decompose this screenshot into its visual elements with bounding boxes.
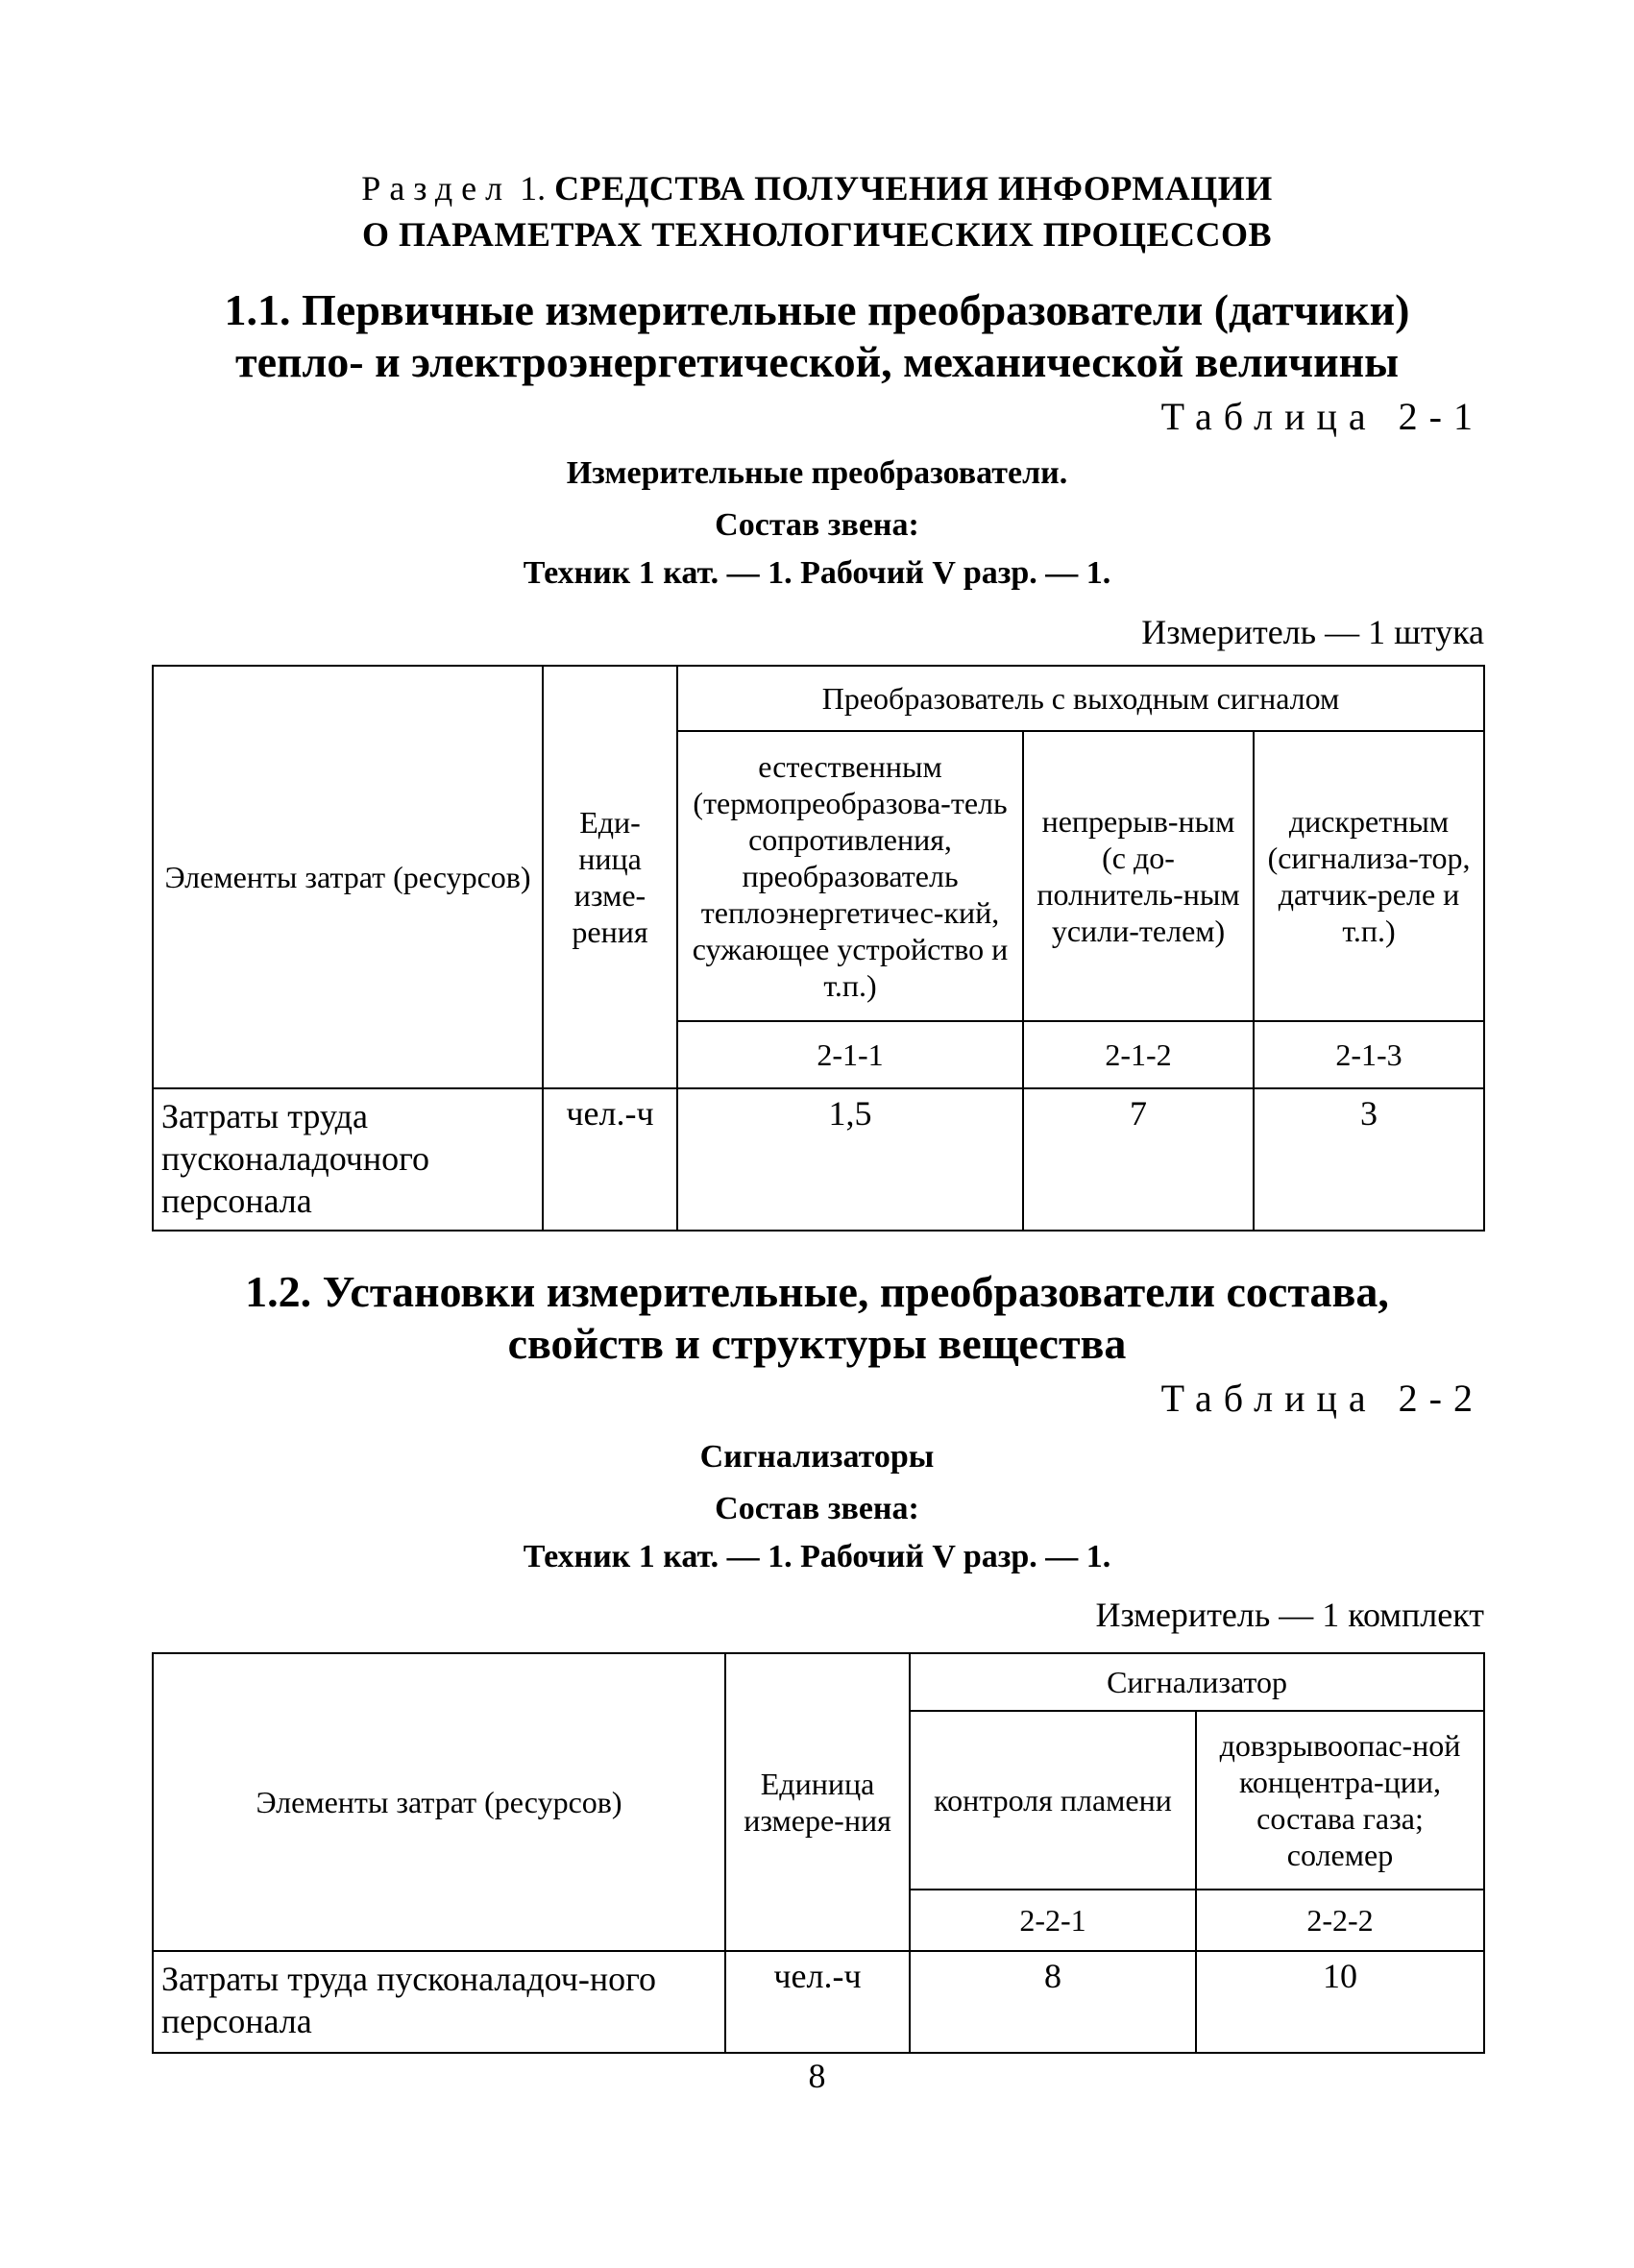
table-2-2-meter: Измеритель — 1 комплект — [1095, 1596, 1484, 1634]
header-unit: Единица измере-ния — [725, 1653, 910, 1951]
code-cell: 2-2-2 — [1196, 1890, 1484, 1951]
code-cell: 2-1-2 — [1023, 1021, 1254, 1088]
row-unit: чел.-ч — [725, 1951, 910, 2053]
value-cell: 3 — [1254, 1088, 1484, 1231]
table-2-1-label: Таблица 2-1 — [1160, 395, 1484, 438]
value-cell: 10 — [1196, 1951, 1484, 2053]
page-number: 8 — [808, 2057, 826, 2095]
table-2-2-crew: Техник 1 кат. — 1. Рабочий V разр. — 1. — [523, 1539, 1111, 1574]
table-2-2-caption — [0, 1435, 1634, 1579]
subsection-1-2-title — [0, 1266, 1634, 1370]
subsection-1-2-line2: свойств и структуры вещества — [507, 1319, 1127, 1368]
value-cell: 7 — [1023, 1088, 1254, 1231]
table-2-2-crew-title: Состав звена: — [715, 1491, 919, 1526]
section-title-line1: СРЕДСТВА ПОЛУЧЕНИЯ ИНФОРМАЦИИ — [554, 169, 1273, 207]
row-label: Затраты труда пусконаладоч-ного персонала — [153, 1951, 725, 2053]
table-2-2-name: Сигнализаторы — [699, 1439, 935, 1475]
subsection-1-1-line1: 1.1. Первичные измерительные преобразователи (датчики) — [224, 285, 1410, 334]
section-number: 1. — [520, 169, 547, 207]
header-gas-concentration: довзрывоопас-ной концентра-ции, состава газа; солемер — [1196, 1711, 1484, 1890]
table-2-1-crew: Техник 1 кат. — 1. Рабочий V разр. — 1. — [523, 555, 1111, 591]
section-prefix: Раздел — [361, 169, 512, 207]
row-label: Затраты труда пусконаладочного персонала — [153, 1088, 543, 1231]
row-unit: чел.-ч — [543, 1088, 677, 1231]
value-cell: 1,5 — [677, 1088, 1023, 1231]
header-continuous-signal: непрерыв-ным (с до-полнитель-ным усили-телем) — [1023, 731, 1254, 1021]
table-2-1 — [152, 665, 1485, 1232]
table-2-1-name: Измерительные преобразователи. — [566, 455, 1068, 491]
header-elements: Элементы затрат (ресурсов) — [153, 666, 543, 1088]
code-cell: 2-2-1 — [910, 1890, 1196, 1951]
subsection-1-1-title — [0, 284, 1634, 388]
header-discrete-signal: дискретным (сигнализа-тор, датчик-реле и т.п.) — [1254, 731, 1484, 1021]
subsection-1-2-line1: 1.2. Установки измерительные, преобразователи состава, — [245, 1267, 1389, 1316]
table-2-2-label: Таблица 2-2 — [1160, 1377, 1484, 1420]
section-heading — [0, 165, 1634, 257]
table-2-1-caption — [0, 451, 1634, 596]
subsection-1-1-line2: тепло- и электроэнергетической, механической величины — [234, 337, 1400, 386]
header-signal-group: Преобразователь с выходным сигналом — [677, 666, 1484, 731]
table-2-1-meter: Измеритель — 1 штука — [1141, 613, 1484, 651]
code-cell: 2-1-1 — [677, 1021, 1023, 1088]
table-2-1-crew-title: Состав звена: — [715, 507, 919, 543]
table-2-2 — [152, 1652, 1485, 2054]
header-natural-signal: естественным (термопреобразова-тель сопротивления, преобразователь теплоэнергетичес-кий, сужающее устройство и т.п.) — [677, 731, 1023, 1021]
header-elements: Элементы затрат (ресурсов) — [153, 1653, 725, 1951]
value-cell: 8 — [910, 1951, 1196, 2053]
code-cell: 2-1-3 — [1254, 1021, 1484, 1088]
section-title-line2: О ПАРАМЕТРАХ ТЕХНОЛОГИЧЕСКИХ ПРОЦЕССОВ — [361, 215, 1273, 254]
header-flame-control: контроля пламени — [910, 1711, 1196, 1890]
header-unit: Еди-ница изме-рения — [543, 666, 677, 1088]
header-signalizer-group: Сигнализатор — [910, 1653, 1484, 1711]
